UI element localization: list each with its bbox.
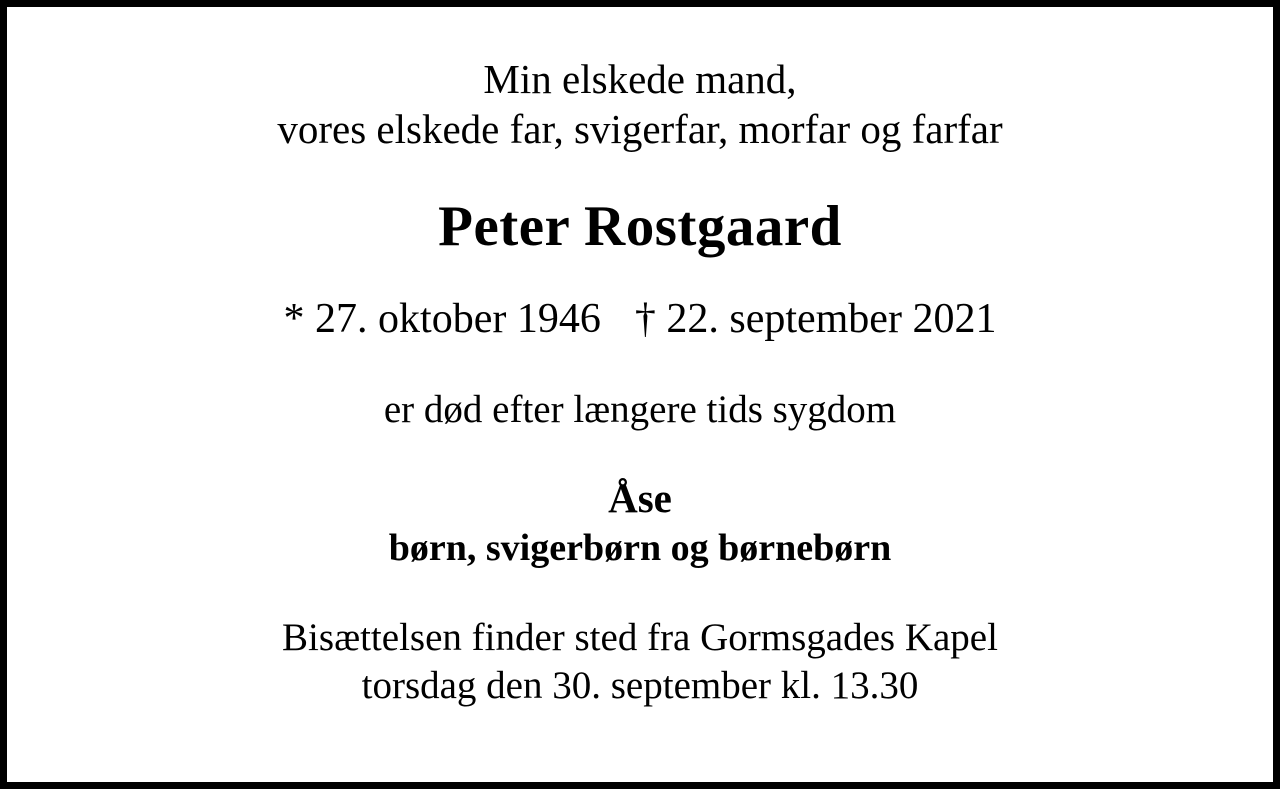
intro-line-1: Min elskede mand, [483,56,797,102]
surviving-spouse: Åse [608,474,672,521]
survivors [389,474,891,571]
service-time: torsdag den 30. september kl. 13.30 [361,663,919,707]
life-dates [284,295,997,343]
relationship-intro [277,55,1002,154]
deceased-name: Peter Rostgaard [438,194,842,258]
birth-date: * 27. oktober 1946 [283,295,601,342]
surviving-family: børn, svigerbørn og børnebørn [388,527,892,570]
cause-of-death: er død efter længere tids sygdom [383,387,897,431]
funeral-service-details [282,615,998,709]
intro-line-2: vores elskede far, svigerfar, morfar og farfar [277,106,1003,153]
death-date: † 22. september 2021 [634,295,997,342]
service-location: Bisættelsen finder sted fra Gormsgades Kapel [282,615,998,659]
